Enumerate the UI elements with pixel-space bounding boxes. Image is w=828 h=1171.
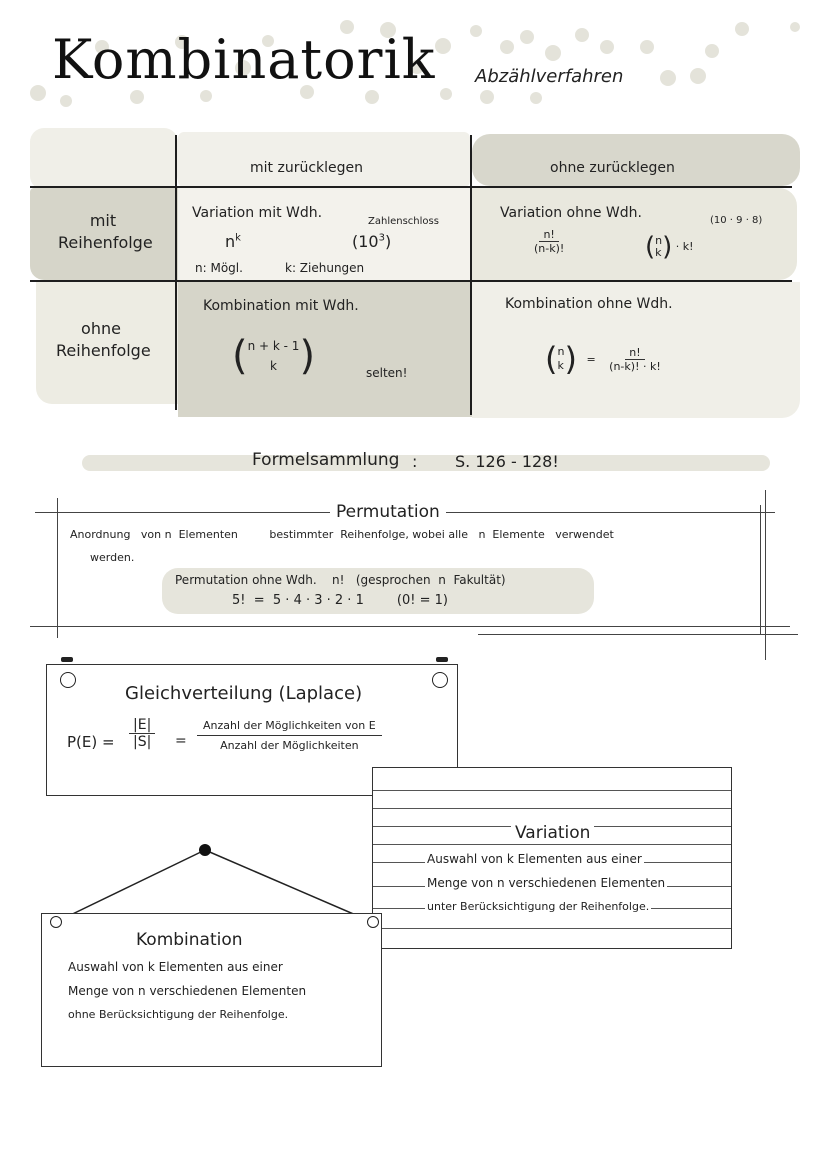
formula-collection-bar xyxy=(82,455,770,471)
page-subtitle: Abzählverfahren xyxy=(475,66,624,87)
combination-with-repetition-binomial: ( n + k - 1 k ) xyxy=(232,333,316,379)
variation-with-repetition-title: Variation mit Wdh. xyxy=(192,205,323,221)
formula-collection-label: Formelsammlung xyxy=(252,450,400,470)
col-header-with-replacement: mit zurücklegen xyxy=(250,160,363,176)
permutation-definition-line1: Anordnung von n Elementen bestimmter Reihenfolge, wobei alle n Elemente verwendet xyxy=(70,528,614,541)
permutation-formula-line2: 5! = 5 · 4 · 3 · 2 · 1 (0! = 1) xyxy=(232,593,448,608)
nail-icon xyxy=(199,844,211,856)
variation-note-card xyxy=(372,767,732,949)
combination-without-repetition-formula: ( n k ) = $\frac{n!}{(n-k)! \cdot k!}$ xyxy=(545,340,661,378)
hook-right-icon xyxy=(367,916,379,928)
formula-collection-colon: : xyxy=(412,452,418,471)
variation-legend-k: k: Ziehungen xyxy=(285,261,365,275)
variation-without-repetition-example: (10 · 9 · 8) xyxy=(710,215,763,226)
hook-left-icon xyxy=(50,916,62,928)
pin-right-icon xyxy=(432,672,448,688)
combination-with-repetition-note: selten! xyxy=(366,366,408,380)
row-header-with-order: mit Reihenfolge xyxy=(58,211,153,252)
pin-left-icon xyxy=(60,672,76,688)
formula-collection-pages: S. 126 - 128! xyxy=(455,452,559,471)
variation-legend-n: n: Mögl. xyxy=(195,261,243,275)
variation-with-repetition-example: $(10^3)$ xyxy=(352,232,392,251)
laplace-title: Gleichverteilung (Laplace) xyxy=(125,683,363,704)
combination-with-repetition-title: Kombination mit Wdh. xyxy=(203,298,359,314)
variation-with-repetition-formula: $n^k$ xyxy=(225,232,241,251)
combination-note-line2: Menge von n verschiedenen Elementen xyxy=(68,984,307,998)
row-header-without-order: ohne Reihenfolge xyxy=(56,319,151,360)
permutation-title: Permutation xyxy=(330,502,446,522)
laplace-equals: = xyxy=(175,733,187,749)
combination-without-repetition-title: Kombination ohne Wdh. xyxy=(505,296,673,312)
variation-note-line3: unter Berücksichtigung der Reihenfolge. xyxy=(427,900,650,913)
page-title: Kombinatorik xyxy=(52,28,436,91)
col-header-without-replacement: ohne zurücklegen xyxy=(550,160,675,176)
pin-left-head xyxy=(61,657,73,662)
combination-note-line1: Auswahl von k Elementen aus einer xyxy=(68,960,283,974)
permutation-formula-line1: Permutation ohne Wdh. n! (gesprochen n Fakultät) xyxy=(175,573,506,587)
variation-with-repetition-note: Zahlenschloss xyxy=(368,216,439,227)
variation-without-repetition-binomial: ( n k ) · k! xyxy=(645,232,694,262)
laplace-fraction-sets: $\frac{|E|}{|S|}$ xyxy=(129,717,155,750)
variation-without-repetition-title: Variation ohne Wdh. xyxy=(500,205,642,221)
permutation-definition-line2: werden. xyxy=(90,551,135,564)
combination-note-title: Kombination xyxy=(136,930,243,950)
variation-note-title: Variation xyxy=(511,823,594,843)
variation-without-repetition-fraction: $\frac{n!}{(n-k)!}$ xyxy=(534,228,565,255)
pin-right-head xyxy=(436,657,448,662)
laplace-lhs: P(E) = xyxy=(67,733,115,751)
combination-note-line3: ohne Berücksichtigung der Reihenfolge. xyxy=(68,1008,289,1021)
laplace-fraction-words: $\frac{\text{Anzahl der Möglichkeiten von E}}{\text{Anzahl der Möglichkeiten}}$ xyxy=(197,719,382,752)
variation-note-line1: Auswahl von k Elementen aus einer xyxy=(427,852,642,866)
variation-note-line2: Menge von n verschiedenen Elementen xyxy=(427,876,666,890)
combination-note-card xyxy=(41,913,382,1067)
